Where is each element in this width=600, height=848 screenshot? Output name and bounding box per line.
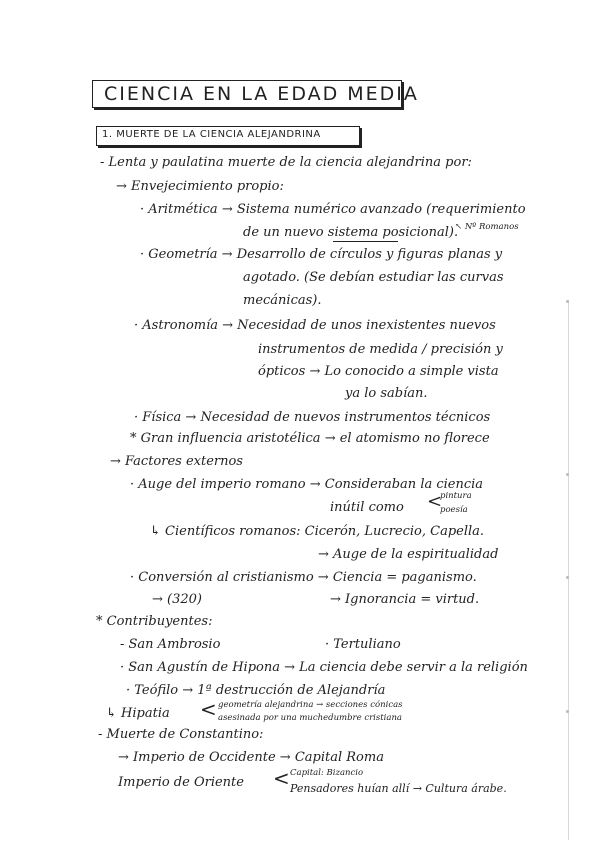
note-line: → Imperio de Occidente → Capital Roma: [118, 750, 384, 765]
punch-dot: [566, 576, 569, 579]
punch-dot: [566, 710, 569, 713]
section-heading: 1. MUERTE DE LA CIENCIA ALEJANDRINA: [102, 129, 321, 140]
note-line: · Física → Necesidad de nuevos instrumentos técnicos: [134, 410, 491, 425]
note-line: → Ignorancia = virtud.: [330, 592, 480, 607]
note-line: instrumentos de medida / precisión y: [258, 342, 503, 357]
note-line: · San Agustín de Hipona → La ciencia debe servir a la religión: [120, 660, 528, 675]
note-line: ya lo sabían.: [345, 386, 428, 401]
note-line: * Gran influencia aristotélica → el atomismo no florece: [130, 431, 490, 446]
note-line: ↳ Científicos romanos: Cicerón, Lucrecio, Capella.: [150, 524, 485, 539]
note-line: → Envejecimiento propio:: [116, 179, 284, 194]
note-line: - Muerte de Constantino:: [98, 727, 264, 742]
note-line: · Auge del imperio romano → Consideraban la ciencia: [130, 477, 484, 492]
punch-dot: [566, 300, 569, 303]
note-line: inútil como: [330, 500, 404, 515]
underline: [333, 241, 398, 242]
note-line: mecánicas).: [243, 293, 322, 308]
brace-glyph: <: [273, 766, 290, 790]
note-line: - San Ambrosio: [120, 637, 221, 652]
note-line: · Tertuliano: [325, 637, 401, 652]
note-annotation: geometría alejandrina → secciones cónicas: [218, 700, 403, 710]
note-line: de un nuevo sistema posicional).: [243, 225, 459, 240]
note-line: - Lenta y paulatina muerte de la ciencia alejandrina por:: [100, 155, 472, 170]
brace-glyph: <: [427, 491, 443, 512]
note-annotation: poesía: [440, 505, 468, 515]
note-line: ópticos → Lo conocido a simple vista: [258, 364, 499, 379]
margin-line: [568, 300, 569, 840]
note-annotation: pintura: [440, 491, 472, 501]
note-line: Imperio de Oriente: [118, 775, 244, 790]
note-line: · Astronomía → Necesidad de unos inexistentes nuevos: [134, 318, 496, 333]
note-line: * Contribuyentes:: [96, 614, 213, 629]
note-annotation: asesinada por una muchedumbre cristiana: [218, 713, 402, 723]
note-line: → Factores externos: [110, 454, 243, 469]
note-line: → (320): [152, 592, 202, 607]
page-title: CIENCIA EN LA EDAD MEDIA: [104, 83, 419, 105]
note-line: · Geometría → Desarrollo de círculos y figuras planas y: [140, 247, 503, 262]
note-line: · Aritmética → Sistema numérico avanzado (requerimiento: [140, 202, 526, 217]
note-line: ↳ Hipatia: [106, 706, 170, 721]
note-line: · Conversión al cristianismo → Ciencia = paganismo.: [130, 570, 477, 585]
punch-dot: [566, 473, 569, 476]
note-line: → Auge de la espiritualidad: [318, 547, 499, 562]
note-line: · Teófilo → 1ª destrucción de Alejandría: [126, 683, 386, 698]
note-annotation: ↖ Nº Romanos: [455, 222, 519, 232]
note-line: agotado. (Se debían estudiar las curvas: [243, 270, 504, 285]
note-annotation: Capital: Bizancio: [290, 768, 364, 778]
brace-glyph: <: [200, 697, 217, 721]
note-annotation: Pensadores huían allí → Cultura árabe.: [290, 782, 507, 795]
